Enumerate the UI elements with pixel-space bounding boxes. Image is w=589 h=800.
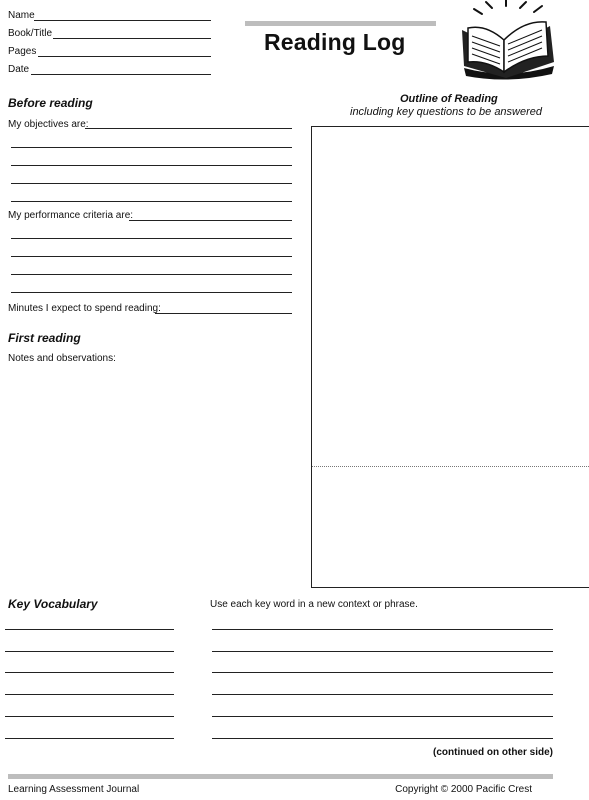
footer-rule xyxy=(8,774,553,779)
before-reading-heading: Before reading xyxy=(8,96,93,110)
vocab-context-line-5[interactable] xyxy=(212,738,553,739)
criteria-line-3[interactable] xyxy=(11,274,292,275)
objectives-line-0[interactable] xyxy=(85,128,292,129)
vocabulary-instruction: Use each key word in a new context or phrase. xyxy=(210,599,418,610)
vocab-context-line-2[interactable] xyxy=(212,672,553,673)
vocab-context-line-3[interactable] xyxy=(212,694,553,695)
name-field[interactable] xyxy=(34,20,211,21)
notes-label: Notes and observations: xyxy=(8,353,116,364)
page-title: Reading Log xyxy=(264,29,406,55)
criteria-line-1[interactable] xyxy=(11,238,292,239)
vocab-word-line-1[interactable] xyxy=(5,651,174,652)
outline-box[interactable] xyxy=(311,126,589,588)
minutes-line[interactable] xyxy=(155,313,292,314)
objectives-line-3[interactable] xyxy=(11,183,292,184)
outline-divider xyxy=(312,466,589,467)
vocab-context-line-0[interactable] xyxy=(212,629,553,630)
vocab-word-line-0[interactable] xyxy=(5,629,174,630)
book-title-label: Book/Title xyxy=(8,28,53,39)
title-rule xyxy=(245,21,436,26)
pages-field[interactable] xyxy=(38,56,211,57)
date-label: Date xyxy=(8,64,30,75)
vocab-word-line-4[interactable] xyxy=(5,716,174,717)
key-vocabulary-heading: Key Vocabulary xyxy=(8,597,98,611)
first-reading-heading: First reading xyxy=(8,331,81,345)
book-title-field[interactable] xyxy=(53,38,211,39)
open-book-icon xyxy=(458,0,558,80)
minutes-label: Minutes I expect to spend reading: xyxy=(8,303,161,314)
outline-subheading: including key questions to be answered xyxy=(350,106,543,118)
outline-heading: Outline of Reading xyxy=(400,93,498,105)
footer-copyright: Copyright © 2000 Pacific Crest xyxy=(395,784,532,795)
name-label: Name xyxy=(8,10,35,21)
vocab-context-line-4[interactable] xyxy=(212,716,553,717)
vocab-word-line-3[interactable] xyxy=(5,694,174,695)
continued-note: (continued on other side) xyxy=(433,747,553,758)
objectives-label: My objectives are: xyxy=(8,119,89,130)
criteria-label: My performance criteria are: xyxy=(8,210,134,221)
footer-left: Learning Assessment Journal xyxy=(8,784,140,795)
criteria-line-2[interactable] xyxy=(11,256,292,257)
objectives-line-2[interactable] xyxy=(11,165,292,166)
criteria-line-4[interactable] xyxy=(11,292,292,293)
date-field[interactable] xyxy=(31,74,211,75)
criteria-line-0[interactable] xyxy=(129,220,292,221)
objectives-line-4[interactable] xyxy=(11,201,292,202)
objectives-line-1[interactable] xyxy=(11,147,292,148)
vocab-context-line-1[interactable] xyxy=(212,651,553,652)
notes-area[interactable] xyxy=(8,368,303,583)
vocab-word-line-5[interactable] xyxy=(5,738,174,739)
pages-label: Pages xyxy=(8,46,37,57)
vocab-word-line-2[interactable] xyxy=(5,672,174,673)
